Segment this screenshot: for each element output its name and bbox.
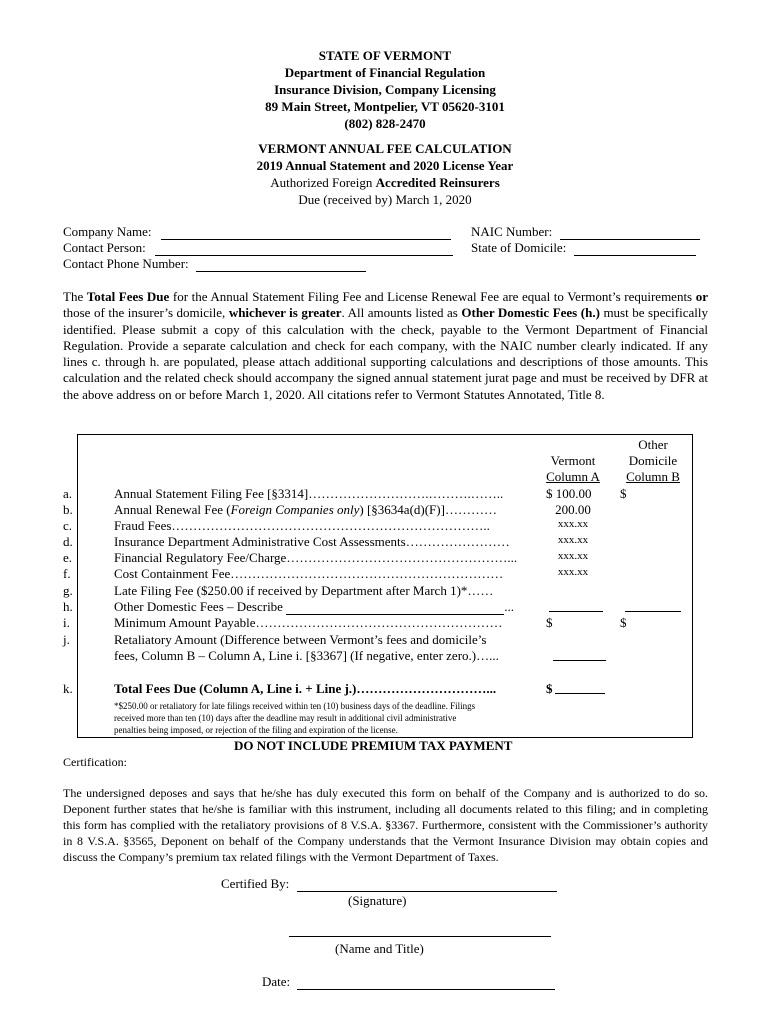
company-name-field[interactable]: Company Name: — [63, 224, 451, 240]
certification-label: Certification: — [63, 755, 127, 769]
fee-a-col-a: $ 100.00 — [546, 486, 592, 501]
fee-j-col-a-input[interactable] — [553, 648, 606, 661]
fee-d-col-a: xxx.xx — [557, 534, 589, 546]
fee-i-col-a: $ — [546, 615, 553, 630]
fee-e-col-a: xxx.xx — [557, 550, 589, 562]
fee-c-col-a: xxx.xx — [557, 518, 589, 530]
certified-by-field[interactable]: Certified By: — [221, 876, 557, 892]
fee-h-col-b-input[interactable] — [625, 599, 681, 612]
signature-input[interactable] — [297, 879, 557, 892]
contact-phone-field[interactable]: Contact Phone Number: — [63, 256, 366, 272]
form-type-line: Authorized Foreign Accredited Reinsurers — [270, 175, 500, 190]
due-date-line: Due (received by) March 1, 2020 — [298, 192, 472, 207]
column-b-header: Column B — [626, 469, 680, 484]
name-title-caption: (Name and Title) — [335, 941, 424, 956]
company-name-input[interactable] — [161, 227, 451, 240]
signature-caption: (Signature) — [348, 893, 407, 908]
address-line: 89 Main Street, Montpelier, VT 05620-3101 — [265, 99, 505, 114]
name-title-input[interactable] — [289, 924, 551, 937]
footnote-line-2: received more than ten (10) days after the deadline may result in additional civil administrative — [114, 713, 457, 723]
date-field[interactable]: Date: — [262, 974, 555, 990]
fee-f-col-a: xxx.xx — [557, 566, 589, 578]
contact-person-field[interactable]: Contact Person: — [63, 240, 453, 256]
other-fees-description-input[interactable] — [286, 602, 504, 615]
column-a-header: Column A — [546, 469, 600, 484]
fee-k-col-a: $ — [546, 681, 553, 696]
instructions-paragraph: The Total Fees Due for the Annual Statement Filing Fee and License Renewal Fee are equal to Vermont’s requirements or those of the insurer’s domicile, whichever is greater. All amounts listed as Other Domestic Fees (h.) must be specifically identified. Please submit a copy of this calculation with the check, payable to the Vermont Department of Financial Regulation. Provide a separate calculation and check for each company, with the NAIC number clearly indicated. If any lines c. through h. are populated, please attach additional supporting calculations and descriptions of those amounts. This calculation and the related check should accompany the signed annual statement jurat page and must be received by DFR at the above address on or before March 1, 2020. All citations refer to Vermont Statutes Annotated, Title 8. — [63, 289, 708, 402]
footnote-line-3: penalties being imposed, or rejection of the filing and expiration of the license. — [114, 725, 398, 735]
contact-phone-input[interactable] — [196, 259, 366, 272]
fee-b-col-a: 200.00 — [555, 502, 591, 517]
form-year-line: 2019 Annual Statement and 2020 License Year — [256, 158, 514, 173]
phone-line: (802) 828-2470 — [344, 116, 426, 131]
column-b-title: Other — [638, 437, 668, 452]
footnote-line-1: *$250.00 or retaliatory for late filings received within ten (10) business days of the deadline. Filings — [114, 701, 476, 711]
column-b-subtitle: Domicile — [628, 453, 678, 468]
state-heading: STATE OF VERMONT — [318, 48, 452, 63]
date-input[interactable] — [297, 977, 555, 990]
fee-h-col-a-input[interactable] — [549, 599, 603, 612]
form-title: VERMONT ANNUAL FEE CALCULATION — [258, 141, 512, 156]
total-fees-input[interactable] — [555, 681, 605, 694]
state-of-domicile-field[interactable]: State of Domicile: — [471, 240, 696, 256]
column-a-title: Vermont — [550, 453, 596, 468]
department-heading: Department of Financial Regulation — [284, 65, 486, 80]
contact-person-input[interactable] — [155, 243, 453, 256]
state-of-domicile-input[interactable] — [574, 243, 696, 256]
naic-number-input[interactable] — [560, 227, 700, 240]
naic-number-field[interactable]: NAIC Number: — [471, 224, 700, 240]
fee-a-col-b: $ — [620, 486, 627, 501]
division-heading: Insurance Division, Company Licensing — [274, 82, 496, 97]
premium-tax-warning: DO NOT INCLUDE PREMIUM TAX PAYMENT — [234, 738, 513, 753]
certification-text: The undersigned deposes and says that he/she has duly executed this form on behalf of the Company and is authorized to do so. Deponent further states that he/she is familiar with this instrument, including all documents related to this filing; and in completing this form has complied with the retaliatory provisions of 8 V.S.A. §3367. Furthermore, consistent with the Commissioner’s authority in 8 V.S.A. §3565, Deponent on behalf of the Company understands that the Vermont Insurance Division may obtain copies and discuss the Company’s premium tax related filings with the Vermont Department of Taxes. — [63, 786, 708, 864]
fee-i-col-b: $ — [620, 615, 627, 630]
